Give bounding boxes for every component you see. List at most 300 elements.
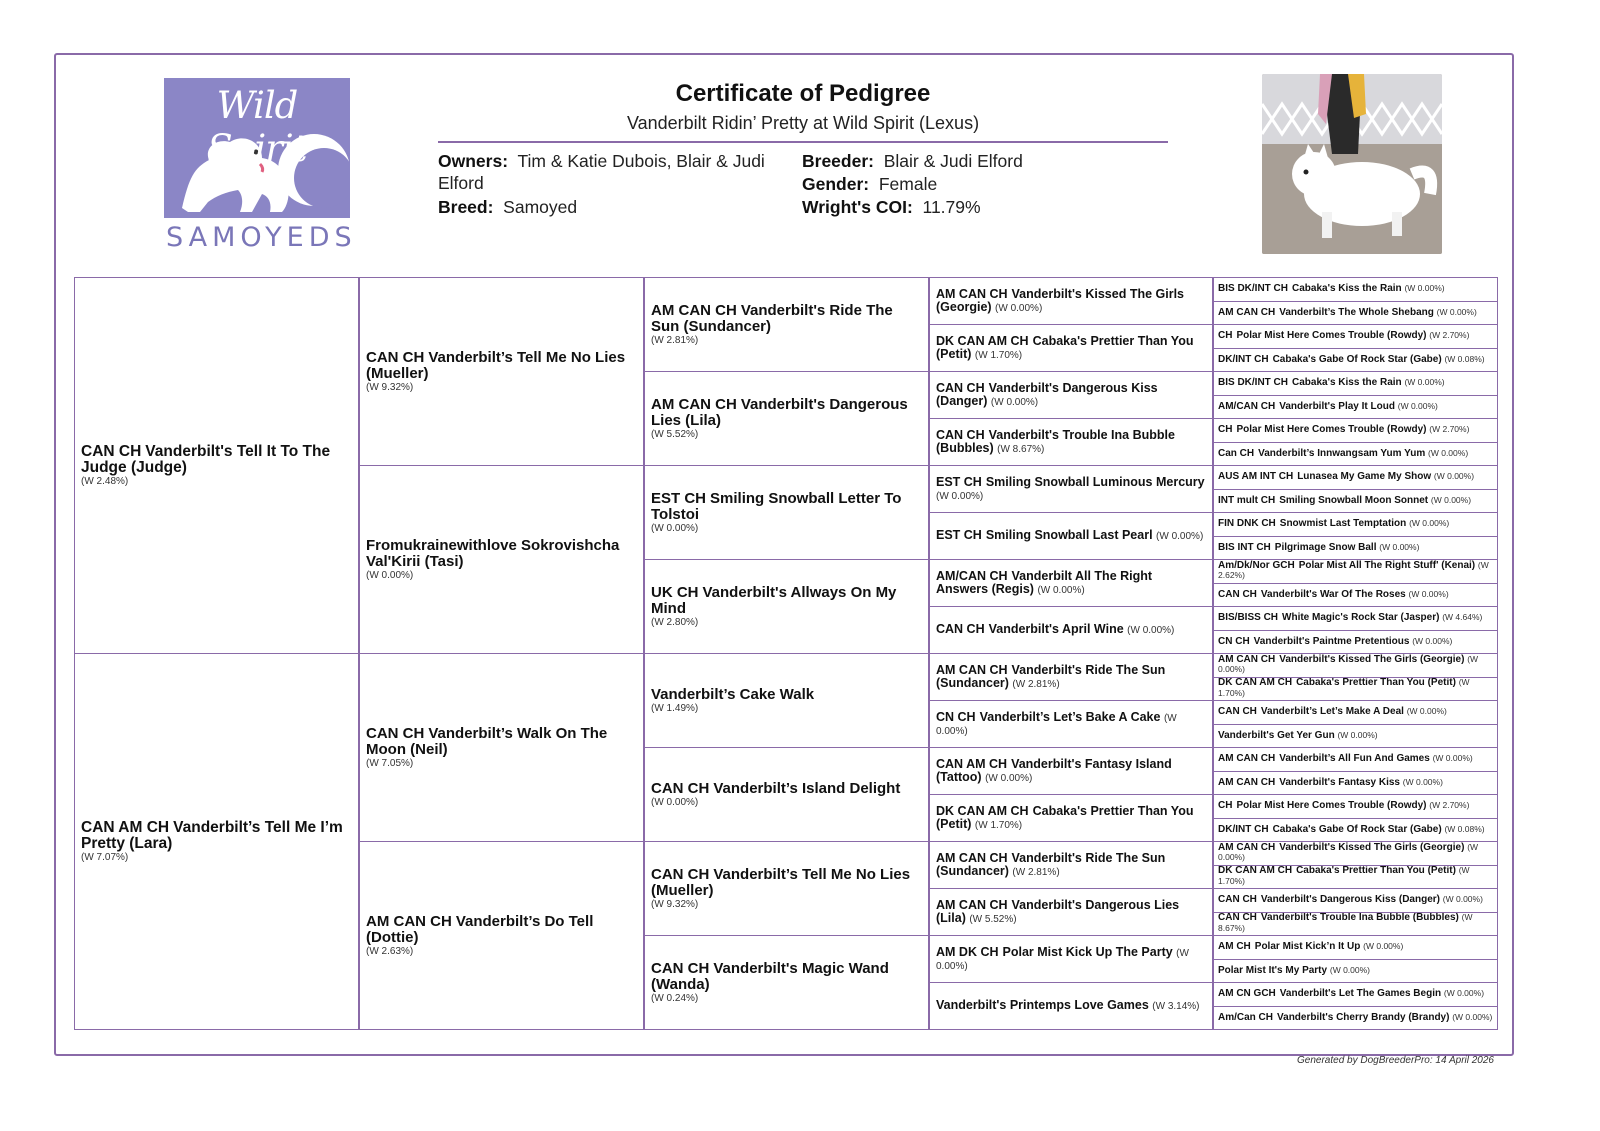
dog-registered-name: Vanderbilt's Printemps Love Games	[936, 998, 1149, 1013]
pedigree-cell-gen4	[929, 559, 1213, 607]
breeder-value: Blair & Judi Elford	[883, 151, 1023, 171]
breeder-field	[802, 150, 1162, 172]
dog-registered-name: Snowmist Last Temptation	[1279, 518, 1407, 529]
dog-name-text	[936, 999, 1206, 1013]
dog-coi: (W 2.70%)	[1429, 424, 1470, 434]
dog-name-text	[1218, 425, 1493, 436]
dog-registered-name: Vanderbilt's Kissed The Girls (Georgie)	[1279, 841, 1465, 853]
dog-coi: (W 0.00%)	[1432, 753, 1473, 763]
pedigree-cell-gen5	[1213, 700, 1498, 725]
dog-coi: (W 8.67%)	[997, 443, 1045, 455]
pedigree-cell-gen4	[929, 935, 1213, 983]
logo-script-text: Wild Spirit	[207, 84, 307, 170]
dog-title: DK CAN AM CH	[936, 803, 1029, 818]
pedigree-cell-gen4	[929, 324, 1213, 372]
dog-title: AM CAN CH	[651, 396, 737, 414]
samoyed-photo-icon	[1262, 74, 1442, 254]
dog-registered-name: Vanderbilt's Magic Wand (Wanda)	[651, 960, 889, 993]
dog-registered-name: Vanderbilt's Cherry Brandy (Brandy)	[1277, 1011, 1450, 1023]
dog-registered-name: Vanderbilt’s Do Tell (Dottie)	[366, 913, 594, 946]
pedigree-cell-gen5	[1213, 653, 1498, 678]
pedigree-cell-gen5	[1213, 277, 1498, 302]
dog-coi: (W 0.00%)	[1442, 894, 1483, 904]
dog-name-text	[651, 585, 922, 617]
dog-coi: (W 0.00%)	[1218, 653, 1479, 675]
dog-title: INT mult CH	[1218, 494, 1276, 506]
dog-registered-name: Polar Mist Here Comes Trouble (Rowdy)	[1236, 424, 1427, 435]
dog-coi: (W 2.70%)	[1429, 330, 1470, 340]
dog-coi: (W 0.24%)	[651, 992, 699, 1004]
dog-coi: (W 0.08%)	[1444, 823, 1485, 834]
pedigree-cell-gen3	[644, 747, 929, 842]
dog-title: AM CAN CH	[1218, 776, 1276, 788]
pedigree-cell-gen3	[644, 559, 929, 654]
dog-coi: (W 7.07%)	[81, 852, 129, 864]
dog-title: CAN CH	[651, 960, 710, 978]
dog-name-text	[936, 711, 1206, 738]
dog-name-text	[936, 288, 1206, 315]
dog-coi: (W 0.00%)	[651, 796, 699, 808]
dog-coi: (W 0.00%)	[936, 947, 1189, 972]
breed-value: Samoyed	[503, 197, 578, 217]
dog-registered-name: Vanderbilt's War Of The Roses	[1260, 588, 1406, 600]
dog-name-text	[936, 382, 1206, 409]
dog-name-text	[936, 429, 1206, 456]
certificate-title: Certificate of Pedigree	[675, 80, 931, 107]
owners-field	[438, 150, 783, 194]
dog-title: DK CAN AM CH	[1218, 865, 1293, 877]
dog-registered-name: Polar Mist Here Comes Trouble (Rowdy)	[1236, 330, 1427, 341]
coi-field	[802, 196, 1162, 218]
dog-registered-name: Vanderbilt's Play It Loud	[1279, 400, 1395, 412]
dog-coi: (W 2.63%)	[366, 945, 414, 957]
pedigree-cell-gen4	[929, 982, 1213, 1030]
pedigree-cell-gen5	[1213, 794, 1498, 819]
pedigree-cell-gen2	[359, 465, 644, 654]
dog-name-text	[936, 899, 1206, 926]
dog-coi: (W 0.00%)	[1379, 541, 1420, 552]
dog-registered-name: White Magic's Rock Star (Jasper)	[1282, 612, 1440, 623]
pedigree-cell-gen3	[644, 371, 929, 466]
dog-title: AM CAN CH	[651, 302, 737, 320]
dog-coi: (W 0.00%)	[1337, 729, 1378, 740]
pedigree-cell-gen5	[1213, 747, 1498, 772]
dog-registered-name: Smiling Snowball Moon Sonnet	[1279, 494, 1429, 506]
pedigree-cell-gen4	[929, 418, 1213, 466]
dog-registered-name: Vanderbilt's Paintme Pretentious	[1253, 635, 1410, 647]
dog-title: AM CAN CH	[936, 286, 1008, 301]
pedigree-cell-gen5	[1213, 982, 1498, 1007]
gender-label: Gender:	[802, 174, 870, 194]
pedigree-cell-gen5	[1213, 583, 1498, 608]
pedigree-cell-gen5	[1213, 442, 1498, 467]
dog-title: CN CH	[1218, 635, 1250, 647]
dog-name-text	[1218, 308, 1493, 319]
dog-name-text	[936, 758, 1206, 785]
dog-registered-name: Vanderbilt's Dangerous Kiss (Danger)	[936, 380, 1158, 408]
dog-registered-name: Smiling Snowball Last Pearl	[985, 528, 1153, 543]
dog-registered-name: Vanderbilt’s Tell Me I’m Pretty (Lara)	[81, 818, 343, 852]
dog-name-text	[936, 570, 1206, 597]
dog-coi: (W 0.00%)	[1430, 494, 1472, 505]
dog-title: CAN CH	[651, 780, 710, 798]
dog-registered-name: Vanderbilt's Tell It To The Judge (Judge)	[81, 442, 331, 476]
pedigree-cell-gen3	[644, 653, 929, 748]
pedigree-cell-gen5	[1213, 395, 1498, 420]
dog-name-text	[1218, 989, 1493, 1000]
pedigree-cell-gen5	[1213, 301, 1498, 326]
dog-registered-name: Polar Mist Kick Up The Party	[1002, 944, 1173, 959]
dog-coi: (W 0.00%)	[1452, 1011, 1493, 1022]
pedigree-cell-gen5	[1213, 630, 1498, 655]
dog-registered-name: Polar Mist Here Comes Trouble (Rowdy)	[1236, 800, 1427, 811]
dog-coi: (W 2.81%)	[1012, 678, 1060, 690]
gender-field	[802, 173, 1162, 195]
dog-name-text	[366, 726, 637, 758]
dog-coi: (W 4.64%)	[1442, 612, 1483, 622]
dog-coi: (W 1.49%)	[651, 702, 699, 714]
dog-name-text	[1218, 942, 1493, 953]
pedigree-cell-gen4	[929, 653, 1213, 701]
dog-coi: (W 2.62%)	[1218, 559, 1489, 581]
dog-name-text	[936, 623, 1206, 637]
dog-name-text	[1218, 378, 1493, 389]
pedigree-cell-gen5	[1213, 677, 1498, 702]
pedigree-cell-gen4	[929, 794, 1213, 842]
dog-registered-name: Cabaka's Gabe Of Rock Star (Gabe)	[1272, 353, 1442, 365]
dog-name-text	[1218, 1013, 1493, 1024]
dog-registered-name: Vanderbilt's Kissed The Girls (Georgie)	[1279, 653, 1465, 665]
pedigree-cell-gen4	[929, 606, 1213, 654]
pedigree-cell-gen2	[359, 277, 644, 466]
dog-coi: (W 0.00%)	[1329, 964, 1371, 975]
dog-registered-name: Fromukrainewithlove Sokrovishcha Val'Kirii (Tasi)	[366, 537, 620, 570]
pedigree-cell-gen5	[1213, 959, 1498, 984]
dog-title: CAN AM CH	[81, 818, 170, 836]
pedigree-cell-gen4	[929, 465, 1213, 513]
dog-coi: (W 0.00%)	[1402, 776, 1443, 787]
pedigree-cell-gen5	[1213, 559, 1498, 584]
pedigree-cell-gen5	[1213, 865, 1498, 890]
dog-name-text	[366, 914, 637, 946]
dog-title: CAN CH	[81, 442, 142, 460]
dog-title: AM CAN CH	[936, 897, 1008, 912]
pedigree-cell-gen5	[1213, 935, 1498, 960]
dog-coi: (W 0.00%)	[1363, 941, 1404, 951]
dog-title: Am/Can CH	[1218, 1011, 1274, 1023]
dog-coi: (W 0.00%)	[1436, 306, 1477, 317]
header-divider	[438, 141, 1168, 143]
dog-name-text	[81, 444, 352, 477]
dog-name-text	[936, 664, 1206, 691]
dog-title: CAN CH	[936, 380, 985, 395]
pedigree-cell-gen1	[74, 277, 359, 654]
pedigree-cell-gen4	[929, 700, 1213, 748]
dog-title: CAN CH	[1218, 706, 1257, 717]
dog-title: AM DK CH	[936, 944, 999, 959]
dog-registered-name: Vanderbilt's Dangerous Lies (Lila)	[936, 897, 1180, 925]
dog-name-text	[81, 820, 352, 853]
dog-coi: (W 0.00%)	[366, 569, 414, 581]
dog-name-text	[1218, 707, 1493, 718]
wild-spirit-logo	[164, 78, 350, 218]
dog-name-text	[936, 335, 1206, 362]
dog-title: AM CAN CH	[1218, 753, 1276, 764]
dog-coi: (W 0.00%)	[1443, 988, 1485, 998]
dog-name-text	[1218, 866, 1493, 887]
pedigree-cell-gen5	[1213, 348, 1498, 373]
pedigree-table	[74, 277, 1532, 1045]
dog-name-text	[1218, 331, 1493, 342]
dog-name-text	[651, 961, 922, 993]
dog-coi: (W 0.08%)	[1444, 353, 1485, 364]
pedigree-cell-gen5	[1213, 888, 1498, 913]
dog-registered-name: Vanderbilt’s Innwangsam Yum Yum	[1258, 447, 1426, 459]
pedigree-cell-gen5	[1213, 1006, 1498, 1031]
dog-name-text	[936, 476, 1206, 503]
dog-title: BIS DK/INT CH	[1218, 283, 1288, 294]
dog-coi: (W 2.70%)	[1429, 800, 1470, 810]
pedigree-cell-gen5	[1213, 489, 1498, 514]
dog-coi: (W 9.32%)	[366, 381, 414, 393]
dog-registered-name: Vanderbilt's Dangerous Lies (Lila)	[651, 396, 908, 429]
dog-registered-name: Vanderbilt's Trouble Ina Bubble (Bubbles)	[1260, 912, 1459, 924]
dog-registered-name: Vanderbilt’s Cake Walk	[651, 686, 815, 704]
pedigree-cell-gen5	[1213, 465, 1498, 490]
pedigree-cell-gen5	[1213, 818, 1498, 843]
dog-title: EST CH	[651, 490, 707, 508]
dog-name-text	[1218, 449, 1493, 460]
dog-registered-name: Vanderbilt’s The Whole Shebang	[1279, 306, 1434, 318]
dog-registered-name: Vanderbilt’s Tell Me No Lies (Mueller)	[366, 349, 626, 382]
dog-coi: (W 0.00%)	[936, 490, 984, 502]
dog-name-text	[936, 805, 1206, 832]
dog-title: CAN CH	[936, 427, 985, 442]
dog-title: CAN CH	[1218, 588, 1257, 600]
dog-coi: (W 0.00%)	[1127, 625, 1175, 637]
pedigree-cell-gen5	[1213, 912, 1498, 937]
logo-subtitle: SAMOYEDS	[166, 222, 357, 253]
breed-label: Breed:	[438, 197, 494, 217]
dog-registered-name: Vanderbilt's Trouble Ina Bubble (Bubbles)	[936, 427, 1175, 455]
dog-name-text	[1218, 590, 1493, 601]
dog-title: AM CN GCH	[1218, 988, 1276, 999]
dog-coi: (W 7.05%)	[366, 757, 414, 769]
dog-registered-name: Cabaka's Prettier Than You (Petit)	[1296, 677, 1456, 689]
pedigree-cell-gen5	[1213, 371, 1498, 396]
dog-title: BIS DK/INT CH	[1218, 377, 1288, 388]
dog-registered-name: Vanderbilt's Allways On My Mind	[651, 584, 897, 617]
dog-coi: (W 0.00%)	[1156, 531, 1204, 543]
dog-coi: (W 0.00%)	[1404, 283, 1445, 293]
dog-registered-name: Cabaka's Prettier Than You (Petit)	[936, 333, 1194, 361]
dog-registered-name: Vanderbilt’s All Fun And Games	[1279, 753, 1430, 764]
dog-registered-name: Polar Mist Kick’n It Up	[1254, 941, 1361, 952]
dog-coi: (W 0.00%)	[1404, 377, 1445, 387]
dog-photo	[1262, 74, 1442, 254]
dog-coi: (W 0.00%)	[936, 712, 1177, 737]
dog-name-text	[1218, 655, 1493, 676]
pedigree-cell-gen4	[929, 888, 1213, 936]
dog-name-text	[1218, 778, 1493, 789]
pedigree-cell-gen3	[644, 841, 929, 936]
dog-title: AM CAN CH	[366, 913, 452, 931]
dog-registered-name: Vanderbilt's Ride The Sun (Sundancer)	[936, 662, 1166, 690]
dog-name-text	[1218, 825, 1493, 836]
dog-name-text	[1218, 355, 1493, 366]
dog-name: Vanderbilt Ridin’ Pretty at Wild Spirit (Lexus)	[626, 113, 980, 133]
dog-coi: (W 3.14%)	[1152, 1001, 1200, 1013]
dog-title: CAN AM CH	[936, 756, 1008, 771]
pedigree-cell-gen4	[929, 512, 1213, 560]
generated-footer: Generated by DogBreederPro: 14 April 2026	[1297, 1055, 1494, 1066]
dog-registered-name: Pilgrimage Snow Ball	[1274, 541, 1377, 553]
dog-coi: (W 2.81%)	[651, 334, 699, 346]
dog-name-text	[936, 946, 1206, 973]
dog-registered-name: Vanderbilt’s Walk On The Moon (Neil)	[366, 725, 608, 758]
dog-name-text	[651, 303, 922, 335]
dog-registered-name: Lunasea My Game My Show	[1297, 471, 1432, 482]
dog-name-text	[1218, 637, 1493, 648]
dog-name-text	[651, 491, 922, 523]
dog-coi: (W 2.81%)	[1012, 866, 1060, 878]
dog-title: Can CH	[1218, 447, 1255, 459]
dog-name-text	[651, 781, 922, 797]
dog-registered-name: Vanderbilt’s Tell Me No Lies (Mueller)	[651, 866, 911, 899]
dog-title: AM/CAN CH	[1218, 400, 1276, 412]
dog-registered-name: Polar Mist All The Right Stuff' (Kenai)	[1298, 559, 1476, 571]
dog-name-text	[936, 529, 1206, 543]
dog-registered-name: Vanderbilt’s Let’s Bake A Cake	[979, 709, 1161, 724]
gender-value: Female	[878, 174, 938, 194]
dog-registered-name: Vanderbilt's Get Yer Gun	[1218, 729, 1335, 741]
dog-title: CH	[1218, 424, 1233, 435]
pedigree-cell-gen5	[1213, 536, 1498, 561]
dog-registered-name: Vanderbilt’s Let’s Make A Deal	[1260, 706, 1404, 717]
dog-registered-name: Vanderbilt's April Wine	[988, 622, 1124, 637]
dog-coi: (W 2.48%)	[81, 476, 129, 488]
dog-name-text	[366, 538, 637, 570]
dog-title: DK/INT CH	[1218, 353, 1269, 365]
dog-name-text	[1218, 472, 1493, 483]
dog-name-text	[651, 397, 922, 429]
dog-registered-name: Vanderbilt's Ride The Sun (Sundancer)	[936, 850, 1166, 878]
dog-registered-name: Vanderbilt's Kissed The Girls (Georgie)	[936, 286, 1185, 314]
dog-name-text	[1218, 801, 1493, 812]
dog-name-text	[1218, 966, 1493, 977]
dog-name-text	[1218, 519, 1493, 530]
dog-title: AM/CAN CH	[936, 568, 1008, 583]
dog-coi: (W 0.00%)	[1406, 706, 1447, 716]
dog-title: CAN CH	[366, 725, 425, 743]
dog-name-text	[1218, 754, 1493, 765]
dog-coi: (W 0.00%)	[1218, 841, 1479, 863]
dog-registered-name: Cabaka's Prettier Than You (Petit)	[936, 803, 1194, 831]
dog-title: CAN CH	[651, 866, 710, 884]
dog-registered-name: Cabaka's Prettier Than You (Petit)	[1296, 865, 1456, 877]
dog-title: UK CH	[651, 584, 699, 602]
dog-coi: (W 0.00%)	[1412, 635, 1453, 646]
dog-name-text	[651, 867, 922, 899]
dog-name-text	[1218, 895, 1493, 906]
dog-registered-name: Polar Mist It's My Party	[1218, 964, 1328, 976]
dog-coi: (W 0.00%)	[651, 522, 699, 534]
dog-title: BIS/BISS CH	[1218, 612, 1279, 623]
dog-registered-name: Smiling Snowball Letter To Tolstoi	[651, 490, 902, 523]
dog-title: CAN CH	[1218, 912, 1257, 924]
pedigree-cell-gen2	[359, 653, 644, 842]
pedigree-cell-gen3	[644, 277, 929, 372]
dog-coi: (W 1.70%)	[1218, 677, 1470, 698]
dog-registered-name: Vanderbilt's Fantasy Kiss	[1279, 776, 1400, 788]
dog-title: CAN CH	[366, 349, 425, 367]
pedigree-cell-gen1	[74, 653, 359, 1030]
dog-title: BIS INT CH	[1218, 541, 1271, 553]
dog-coi: (W 0.00%)	[1433, 471, 1475, 481]
dog-name-text	[1218, 496, 1493, 507]
dog-coi: (W 0.00%)	[985, 772, 1033, 784]
dog-registered-name: Cabaka's Kiss the Rain	[1292, 283, 1402, 294]
dog-coi: (W 1.70%)	[974, 349, 1023, 361]
dog-coi: (W 1.70%)	[1218, 865, 1470, 886]
dog-registered-name: Vanderbilt All The Right Answers (Regis)	[936, 568, 1153, 596]
dog-coi: (W 8.67%)	[1218, 912, 1473, 933]
pedigree-cell-gen5	[1213, 606, 1498, 631]
dog-name-text	[1218, 678, 1493, 699]
pedigree-cell-gen2	[359, 841, 644, 1030]
pedigree-cell-gen4	[929, 371, 1213, 419]
dog-title: FIN DNK CH	[1218, 518, 1276, 529]
dog-title: Am/Dk/Nor GCH	[1218, 559, 1295, 571]
pedigree-cell-gen5	[1213, 324, 1498, 349]
dog-title: EST CH	[936, 474, 982, 489]
pedigree-cell-gen5	[1213, 512, 1498, 537]
pedigree-cell-gen3	[644, 465, 929, 560]
pedigree-cell-gen5	[1213, 771, 1498, 796]
dog-coi: (W 0.00%)	[1408, 588, 1449, 599]
dog-name-text	[1218, 913, 1493, 934]
breed-field	[438, 196, 783, 218]
pedigree-cell-gen3	[644, 935, 929, 1030]
dog-coi: (W 5.52%)	[969, 913, 1017, 925]
pedigree-cell-gen4	[929, 747, 1213, 795]
dog-coi: (W 9.32%)	[651, 898, 699, 910]
dog-name-text	[1218, 561, 1493, 582]
dog-registered-name: Cabaka's Gabe Of Rock Star (Gabe)	[1272, 823, 1442, 835]
dog-coi: (W 0.00%)	[1409, 518, 1450, 528]
dog-coi: (W 0.00%)	[1397, 400, 1438, 411]
pedigree-cell-gen5	[1213, 841, 1498, 866]
owners-value: Tim & Katie Dubois, Blair & Judi Elford	[438, 151, 765, 193]
dog-title: CAN CH	[1218, 894, 1257, 905]
dog-name-text	[651, 687, 922, 703]
dog-title: DK CAN AM CH	[936, 333, 1029, 348]
dog-registered-name: Smiling Snowball Luminous Mercury	[985, 474, 1205, 489]
dog-title: CH	[1218, 330, 1233, 341]
dog-title: AUS AM INT CH	[1218, 471, 1294, 482]
dog-registered-name: Vanderbilt's Fantasy Island (Tattoo)	[936, 756, 1172, 784]
dog-coi: (W 1.70%)	[974, 819, 1023, 831]
dog-name-text	[366, 350, 637, 382]
dog-coi: (W 0.00%)	[1037, 584, 1085, 596]
dog-name-text	[1218, 731, 1493, 742]
pedigree-cell-gen5	[1213, 418, 1498, 443]
dog-title: AM CAN CH	[936, 662, 1008, 677]
dog-title: AM CAN CH	[936, 850, 1008, 865]
dog-registered-name: Cabaka's Kiss the Rain	[1292, 377, 1402, 388]
dog-title: CN CH	[936, 709, 976, 724]
dog-title: DK CAN AM CH	[1218, 677, 1293, 689]
